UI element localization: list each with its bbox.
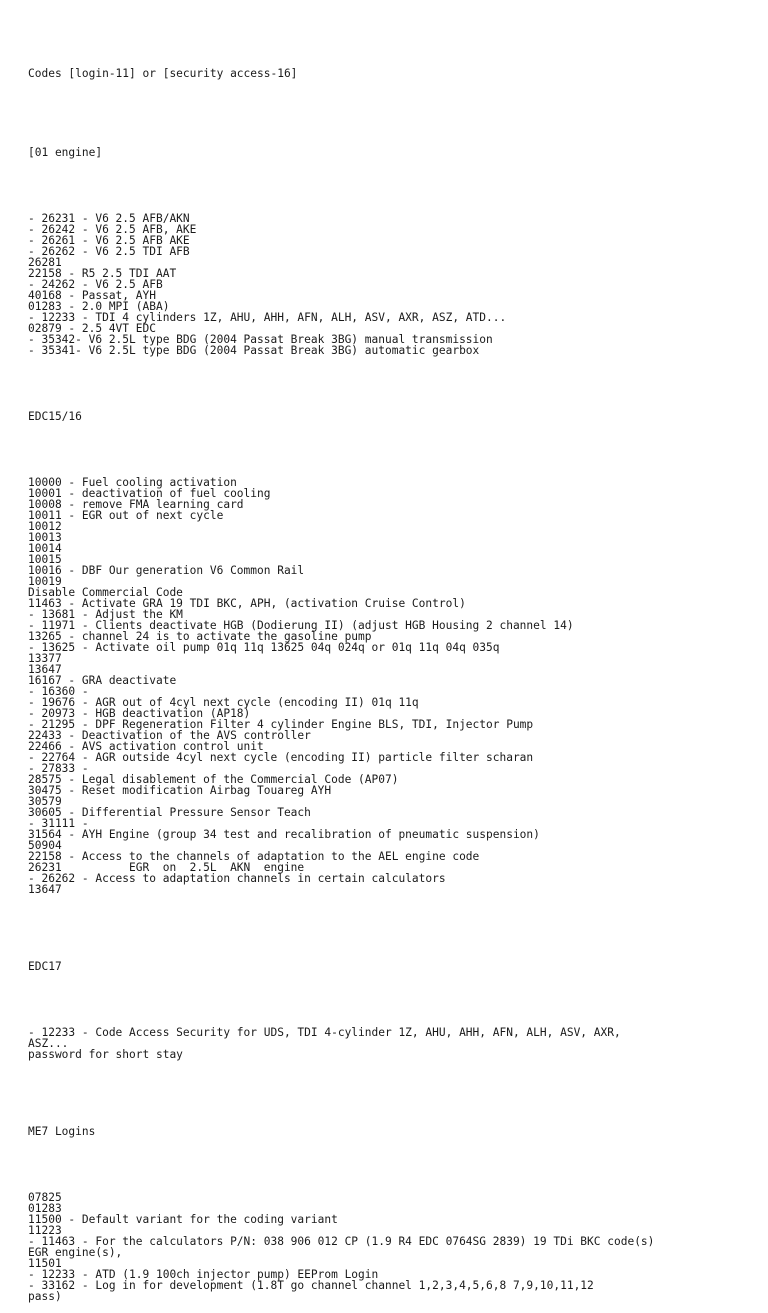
code-line: - 26262 - Access to adaptation channels in certain calculators: [28, 872, 446, 885]
code-line: - 33162 - Log in for development (1.8T go channel channel 1,2,3,4,5,6,8 7,9,10,11,12: [28, 1279, 594, 1292]
document-title: Codes [login-11] or [security access-16]: [28, 67, 298, 80]
section-heading-edc15-16: EDC15/16: [28, 410, 82, 423]
code-line: 10014: [28, 542, 62, 555]
code-line: - 12233 - Code Access Security for UDS, TDI 4-cylinder 1Z, AHU, AHH, AFN, ALH, ASV, AXR,: [28, 1026, 621, 1039]
section-edc15-16-lines: [28, 477, 748, 895]
code-line: - 31111 -: [28, 817, 89, 830]
code-line: 11223: [28, 1224, 62, 1237]
code-line: 10011 - EGR out of next cycle: [28, 509, 224, 522]
code-line: 50904: [28, 839, 62, 852]
code-line: 31564 - AYH Engine (group 34 test and recalibration of pneumatic suspension): [28, 828, 540, 841]
code-line: Disable Commercial Code: [28, 586, 183, 599]
code-line: - 26242 - V6 2.5 AFB, AKE: [28, 223, 197, 236]
code-line: ASZ...: [28, 1037, 69, 1050]
code-line: 22466 - AVS activation control unit: [28, 740, 264, 753]
code-line: 10012: [28, 520, 62, 533]
code-line: - 26262 - V6 2.5 TDI AFB: [28, 245, 190, 258]
code-line: 13265 - channel 24 is to activate the gasoline pump: [28, 630, 372, 643]
code-line: 11501: [28, 1257, 62, 1270]
code-line: 01283 - 2.0 MPI (ABA): [28, 300, 170, 313]
code-line: 02879 - 2.5 4VT EDC: [28, 322, 156, 335]
code-line: - 35342- V6 2.5L type BDG (2004 Passat Break 3BG) manual transmission: [28, 333, 493, 346]
code-line: 26281: [28, 256, 62, 269]
code-line: 01283: [28, 1202, 62, 1215]
code-line: 10013: [28, 531, 62, 544]
section-me7-logins-lines: [28, 1192, 748, 1302]
code-line: 30605 - Differential Pressure Sensor Teach: [28, 806, 311, 819]
code-line: 07825: [28, 1191, 62, 1204]
section-edc17-lines: [28, 1027, 748, 1060]
code-line: 16167 - GRA deactivate: [28, 674, 177, 687]
code-line: - 24262 - V6 2.5 AFB: [28, 278, 163, 291]
code-line: 11463 - Activate GRA 19 TDI BKC, APH, (activation Cruise Control): [28, 597, 466, 610]
code-line: 11500 - Default variant for the coding variant: [28, 1213, 338, 1226]
code-line: 10016 - DBF Our generation V6 Common Rail: [28, 564, 305, 577]
section-heading-01-engine: [01 engine]: [28, 146, 103, 159]
code-line: 10008 - remove FMA learning card: [28, 498, 244, 511]
code-line: - 13681 - Adjust the KM: [28, 608, 183, 621]
code-line: 13377: [28, 652, 62, 665]
code-line: 28575 - Legal disablement of the Commercial Code (AP07): [28, 773, 399, 786]
code-line: 10000 - Fuel cooling activation: [28, 476, 237, 489]
section-01-engine-lines: [28, 213, 748, 356]
code-line: - 20973 - HGB deactivation (AP18): [28, 707, 251, 720]
code-line: 22158 - R5 2.5 TDI AAT: [28, 267, 177, 280]
code-line: EGR engine(s),: [28, 1246, 123, 1259]
code-line: 13647: [28, 883, 62, 896]
code-line: - 11971 - Clients deactivate HGB (Dodierung II) (adjust HGB Housing 2 channel 14): [28, 619, 574, 632]
code-line: 22433 - Deactivation of the AVS controller: [28, 729, 311, 742]
document-page: [28, 46, 748, 1313]
code-line: - 19676 - AGR out of 4cyl next cycle (encoding II) 01q 11q: [28, 696, 419, 709]
code-line: 13647: [28, 663, 62, 676]
code-line: 30475 - Reset modification Airbag Touareg AYH: [28, 784, 332, 797]
code-line: pass): [28, 1290, 62, 1303]
code-line: 26231 EGR on 2.5L AKN engine: [28, 861, 305, 874]
code-line: - 27833 -: [28, 762, 89, 775]
code-line: - 21295 - DPF Regeneration Filter 4 cylinder Engine BLS, TDI, Injector Pump: [28, 718, 534, 731]
code-line: - 22764 - AGR outside 4cyl next cycle (encoding II) particle filter scharan: [28, 751, 534, 764]
code-line: - 26261 - V6 2.5 AFB AKE: [28, 234, 190, 247]
code-line: - 12233 - TDI 4 cylinders 1Z, AHU, AHH, AFN, ALH, ASV, AXR, ASZ, ATD...: [28, 311, 507, 324]
code-line: 40168 - Passat, AYH: [28, 289, 156, 302]
section-heading-me7-logins: ME7 Logins: [28, 1125, 96, 1138]
code-line: - 26231 - V6 2.5 AFB/AKN: [28, 212, 190, 225]
code-line: - 16360 -: [28, 685, 89, 698]
code-line: 22158 - Access to the channels of adaptation to the AEL engine code: [28, 850, 480, 863]
code-line: 30579: [28, 795, 62, 808]
code-line: - 35341- V6 2.5L type BDG (2004 Passat Break 3BG) automatic gearbox: [28, 344, 480, 357]
code-line: 10019: [28, 575, 62, 588]
code-line: - 13625 - Activate oil pump 01q 11q 13625 04q 024q or 01q 11q 04q 035q: [28, 641, 500, 654]
code-line: 10015: [28, 553, 62, 566]
code-line: - 12233 - ATD (1.9 100ch injector pump) EEProm Login: [28, 1268, 379, 1281]
code-line: 10001 - deactivation of fuel cooling: [28, 487, 271, 500]
code-line: - 11463 - For the calculators P/N: 038 906 012 CP (1.9 R4 EDC 0764SG 2839) 19 TDi BKC code(s): [28, 1235, 655, 1248]
section-heading-edc17: EDC17: [28, 960, 62, 973]
code-line: password for short stay: [28, 1048, 183, 1061]
